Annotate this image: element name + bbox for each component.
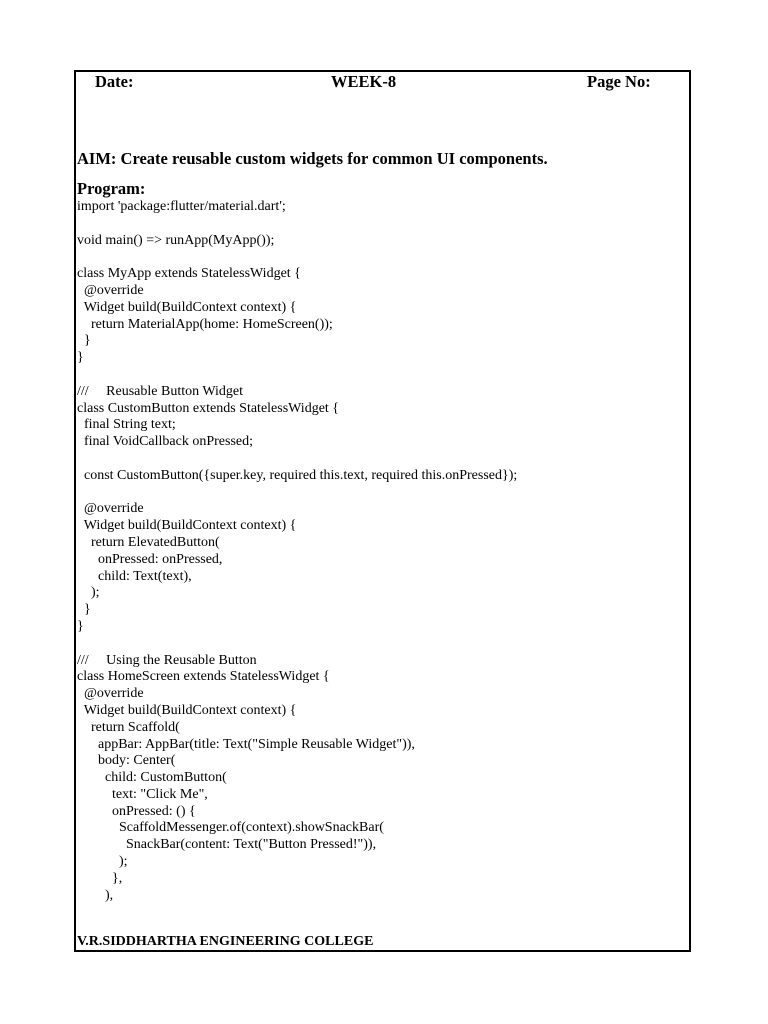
code-line: class MyApp extends StatelessWidget { xyxy=(77,266,301,282)
code-line: /// Using the Reusable Button xyxy=(77,652,257,668)
code-line: @override xyxy=(77,282,144,298)
code-line: ); xyxy=(77,854,128,870)
code-line: } xyxy=(77,333,91,349)
code-line: final String text; xyxy=(77,417,176,433)
code-line: final VoidCallback onPressed; xyxy=(77,434,254,450)
code-line: class HomeScreen extends StatelessWidget { xyxy=(77,669,330,685)
page-number-label: Page No: xyxy=(587,72,651,91)
code-line: class CustomButton extends StatelessWidget { xyxy=(77,400,340,416)
aim-heading: AIM: Create reusable custom widgets for common UI components. xyxy=(77,149,548,168)
date-label: Date: xyxy=(95,72,134,91)
code-line: return MaterialApp(home: HomeScreen()); xyxy=(77,316,333,332)
code-line: void main() => runApp(MyApp()); xyxy=(77,232,275,248)
code-line: } xyxy=(77,350,84,366)
code-listing xyxy=(77,199,687,904)
code-line: ScaffoldMessenger.of(context).showSnackBar( xyxy=(77,820,384,836)
code-line: onPressed: () { xyxy=(77,803,196,819)
code-line: /// Reusable Button Widget xyxy=(77,383,243,399)
code-line: Widget build(BuildContext context) { xyxy=(77,702,297,718)
program-heading: Program: xyxy=(77,179,146,198)
code-line: } xyxy=(77,602,91,618)
code-line: Widget build(BuildContext context) { xyxy=(77,299,297,315)
code-line: onPressed: onPressed, xyxy=(77,551,223,567)
code-line: ); xyxy=(77,585,100,601)
code-line xyxy=(77,451,687,468)
code-line: text: "Click Me", xyxy=(77,786,208,802)
code-line xyxy=(77,216,687,233)
code-line: import 'package:flutter/material.dart'; xyxy=(77,199,286,214)
page-header xyxy=(76,72,689,94)
code-line: return ElevatedButton( xyxy=(77,534,220,550)
code-line: }, xyxy=(77,870,123,886)
code-line: body: Center( xyxy=(77,753,176,769)
code-line xyxy=(77,636,687,653)
code-line: @override xyxy=(77,501,144,517)
code-line: child: CustomButton( xyxy=(77,770,227,786)
code-line: Widget build(BuildContext context) { xyxy=(77,518,297,534)
code-line: const CustomButton({super.key, required this.text, required this.onPressed}); xyxy=(77,467,518,483)
code-line: } xyxy=(77,618,84,634)
code-line: ), xyxy=(77,887,114,903)
week-label: WEEK-8 xyxy=(331,72,397,91)
code-line xyxy=(77,485,687,502)
code-line: child: Text(text), xyxy=(77,568,192,584)
code-line xyxy=(77,367,687,384)
code-line: appBar: AppBar(title: Text("Simple Reusable Widget")), xyxy=(77,736,415,752)
code-line xyxy=(77,249,687,266)
code-line: @override xyxy=(77,686,144,702)
college-footer: V.R.SIDDHARTHA ENGINEERING COLLEGE xyxy=(77,934,374,949)
code-line: return Scaffold( xyxy=(77,719,180,735)
code-line: SnackBar(content: Text("Button Pressed!")), xyxy=(77,837,377,853)
